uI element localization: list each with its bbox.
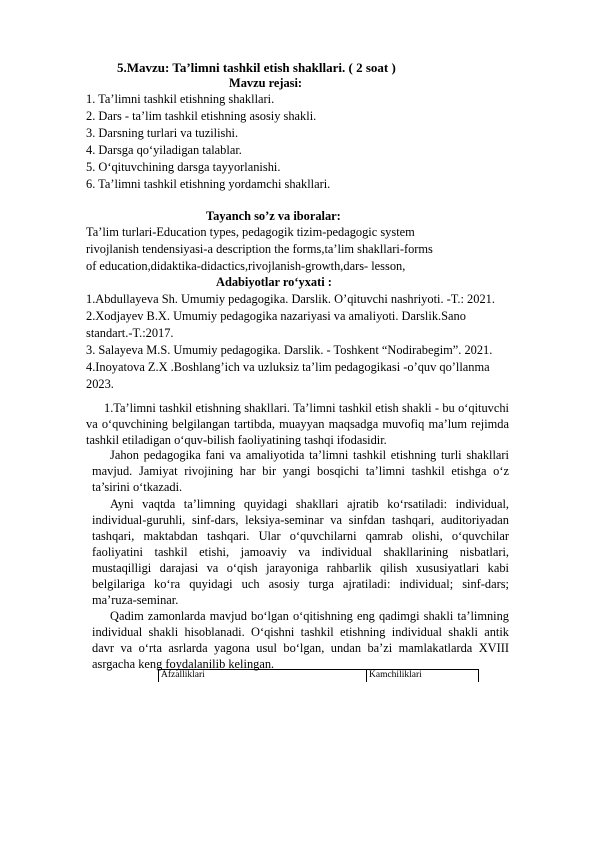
lecture-title: 5.Mavzu: Ta’limni tashkil etish shakllari. ( 2 soat )	[117, 60, 396, 75]
reference-line: 1.Abdullayeva Sh. Umumiy pedagogika. Darslik. O’qituvchi nashriyoti. -T.: 2021.	[86, 292, 495, 306]
terms-line: Ta’lim turlari-Education types, pedagogik tizim-pedagogic system	[86, 225, 415, 239]
paragraph-line: mavjud. Jamiyat rivojining har bir yangi bosqichi ta’limni tashkil etishga o‘z	[92, 464, 509, 478]
paragraph-line: ma’ruza-seminar.	[92, 593, 179, 607]
paragraph-line: individual-guruhli, sinf-dars, leksiya-seminar va sinfdan tashqari, auditoriyadan	[92, 513, 509, 527]
table-header-cell: Afzalliklari	[159, 670, 367, 683]
terms-line: of education,didaktika-didactics,rivojlanish-growth,dars- lesson,	[86, 259, 406, 273]
reference-line: 3. Salayeva M.S. Umumiy pedagogika. Darslik. - Toshkent “Nodirabegim”. 2021.	[86, 343, 493, 357]
table-header-cell: Kamchiliklari	[367, 670, 479, 683]
paragraph-line: tashkil etiladigan o‘quv-bilish faoliyatining tashqi ifodasidir.	[86, 433, 387, 447]
paragraph-line: ta’sirini o‘tkazadi.	[92, 480, 183, 494]
paragraph-line: 1.Ta’limni tashkil etishning shakllari. Ta’limni tashkil etish shakli - bu o‘qituvchi	[104, 401, 509, 415]
reference-line: 4.Inoyatova Z.X .Boshlang’ich va uzluksiz ta’lim pedagogikasi -o’quv qo’llanma	[86, 360, 490, 374]
plan-item: 2. Dars - ta’lim tashkil etishning asosiy shakli.	[86, 109, 317, 123]
plan-item: 1. Ta’limni tashkil etishning shakllari.	[86, 92, 275, 106]
paragraph-line: Ayni vaqtda ta’limning quyidagi shakllari ajratib ko‘rsatiladi: individual,	[110, 497, 509, 511]
reference-line: 2023.	[86, 377, 114, 391]
paragraph-line: mustaqilligi darajasi va o‘qish jarayoniga rahbarlik qilish xususiyatlari kabi	[92, 561, 509, 575]
paragraph-line: asrgacha keng foydalanilib kelingan.	[92, 657, 275, 671]
plan-item: 4. Darsga qo‘yiladigan talablar.	[86, 143, 242, 157]
paragraph-line: Jahon pedagogika fani va amaliyotida ta’limni tashkil etishning turli shakllari	[110, 448, 509, 462]
table-header-row	[159, 670, 479, 683]
plan-item: 5. O‘qituvchining darsga tayyorlanishi.	[86, 160, 281, 174]
paragraph-line: belgilariga ko‘ra quyidagi uch asosiy turga ajratiladi: individual; sinf-dars;	[92, 577, 509, 591]
terms-title: Tayanch so’z va iboralar:	[206, 209, 341, 223]
plan-item: 3. Darsning turlari va tuzilishi.	[86, 126, 239, 140]
paragraph-line: faoliyatini tashkil etishi, jamoaviy va individual shakllarining nisbatlari,	[92, 545, 509, 559]
references-title: Adabiyotlar ro‘yxati :	[216, 275, 332, 289]
reference-line: 2.Xodjayev B.X. Umumiy pedagogika nazariyasi va amaliyoti. Darslik.Sano	[86, 309, 466, 323]
reference-line: standart.-T.:2017.	[86, 326, 174, 340]
terms-line: rivojlanish tendensiyasi-a description the forms,ta’lim shakllari-forms	[86, 242, 433, 256]
plan-item: 6. Ta’limni tashkil etishning yordamchi shakllari.	[86, 177, 331, 191]
paragraph-line: Qadim zamonlarda mavjud bo‘lgan o‘qitishning eng qadimgi shakli ta’limning	[110, 609, 509, 623]
paragraph-line: davr va o‘rta asrlarda yagona usul bo‘lgan, undan ba’zi mamlakatlarda XVIII	[92, 641, 509, 655]
paragraph-line: individual shakli hisoblanadi. O‘qishni tashkil etishning individual shakli antik	[92, 625, 509, 639]
paragraph-line: va o‘quvchining belgilangan tartibda, muayyan maqsadga muvofiq ma’lum rejimda	[86, 417, 509, 431]
plan-title: Mavzu rejasi:	[229, 76, 303, 90]
paragraph-line: tashqari, maktabdan tashqari. Ular o‘quvchilarni qamrab olishi, o‘quvchilar	[92, 529, 509, 543]
comparison-table	[158, 669, 479, 682]
